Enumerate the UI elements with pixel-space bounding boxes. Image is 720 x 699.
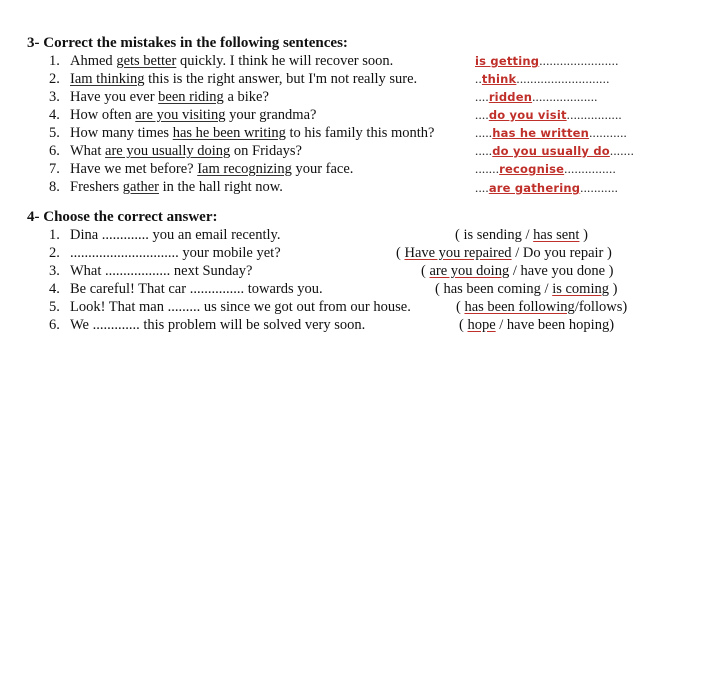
s3-correction-4 <box>475 106 622 124</box>
dotted-blank: ........... <box>589 125 628 140</box>
choice-text: / Do you repair ) <box>511 245 612 261</box>
item-number: 1. <box>49 53 60 69</box>
section4-heading: 4- Choose the correct answer: <box>27 209 218 225</box>
s3-sentence-8 <box>49 179 283 196</box>
s3-sentence-1 <box>49 53 393 70</box>
choice-text: ( is sending / <box>455 227 534 243</box>
item-number: 6. <box>49 317 60 333</box>
selected-answer: are you doing <box>429 263 510 279</box>
s4-sentence-3 <box>49 263 252 280</box>
correction-text: has he written <box>492 126 590 140</box>
choice-text: / have been hoping) <box>495 317 615 333</box>
sentence-text: on Fridays? <box>230 143 302 159</box>
sentence-text: Freshers <box>70 179 123 195</box>
dotted-blank: ............... <box>564 161 616 176</box>
sentence-text: in the hall right now. <box>159 179 283 195</box>
sentence-text: Look! That man ......... us since we got out from our house. <box>70 299 411 315</box>
sentence-text: to his family this month? <box>285 125 435 141</box>
s3-sentence-3 <box>49 89 269 106</box>
item-number: 5. <box>49 299 60 315</box>
underlined-mistake: gather <box>122 179 159 195</box>
s4-choices-3 <box>421 263 614 280</box>
dotted-blank: ..... <box>475 125 493 140</box>
s3-sentence-7 <box>49 161 353 178</box>
item-number: 6. <box>49 143 60 159</box>
selected-answer: is coming <box>552 281 609 297</box>
s4-choices-4 <box>435 281 617 298</box>
choice-text: ) <box>579 227 588 243</box>
sentence-text: .............................. your mobile yet? <box>70 245 281 261</box>
s4-sentence-5 <box>49 299 411 316</box>
item-number: 3. <box>49 263 60 279</box>
underlined-mistake: has he been writing <box>172 125 286 141</box>
s4-choices-2 <box>396 245 612 262</box>
sentence-text: this is the right answer, but I'm not really sure. <box>144 71 418 87</box>
choice-text: ( <box>459 317 468 333</box>
underlined-mistake: are you visiting <box>135 107 226 123</box>
s3-sentence-5 <box>49 125 434 142</box>
choice-text: /follows) <box>574 299 628 315</box>
dotted-blank: .... <box>475 89 489 104</box>
item-number: 4. <box>49 281 60 297</box>
underlined-mistake: been riding <box>158 89 224 105</box>
choice-text: ( <box>396 245 405 261</box>
choice-text: / have you done ) <box>509 263 614 279</box>
underlined-mistake: Iam thinking <box>70 71 145 87</box>
item-number: 1. <box>49 227 60 243</box>
s4-sentence-2 <box>49 245 281 262</box>
sentence-text: your face. <box>291 161 354 177</box>
s3-sentence-2 <box>49 71 417 88</box>
sentence-text: Have you ever <box>70 89 159 105</box>
choice-text: ) <box>608 281 618 297</box>
selected-answer: has been following <box>464 299 575 315</box>
item-number: 5. <box>49 125 60 141</box>
s4-sentence-6 <box>49 317 365 334</box>
section3-heading: 3- Correct the mistakes in the following sentences: <box>27 35 348 51</box>
item-number: 2. <box>49 245 60 261</box>
correction-text: is getting <box>475 54 540 68</box>
dotted-blank: ................ <box>566 107 622 122</box>
selected-answer: hope <box>467 317 496 333</box>
s3-correction-5 <box>475 124 627 142</box>
underlined-mistake: gets better <box>116 53 177 69</box>
s4-sentence-4 <box>49 281 323 298</box>
item-number: 7. <box>49 161 60 177</box>
s3-correction-7 <box>475 160 616 178</box>
dotted-blank: ..... <box>475 143 493 158</box>
dotted-blank: ................... <box>532 89 598 104</box>
s3-correction-8 <box>475 179 618 197</box>
choice-text: ( <box>421 263 430 279</box>
sentence-text: Be careful! That car ............... towards you. <box>70 281 323 297</box>
s3-sentence-6 <box>49 143 302 160</box>
sentence-text: We ............. this problem will be solved very soon. <box>70 317 366 333</box>
underlined-mistake: Iam recognizing <box>197 161 292 177</box>
s4-sentence-1 <box>49 227 280 244</box>
sentence-text: Have we met before? <box>70 161 198 177</box>
dotted-blank: ........... <box>580 180 619 195</box>
item-number: 8. <box>49 179 60 195</box>
sentence-text: How often <box>70 107 136 123</box>
sentence-text: quickly. I think he will recover soon. <box>176 53 394 69</box>
s3-correction-3 <box>475 88 598 106</box>
sentence-text: a bike? <box>223 89 269 105</box>
correction-text: ridden <box>488 90 533 104</box>
dotted-blank: ....... <box>475 161 500 176</box>
item-number: 4. <box>49 107 60 123</box>
correction-text: are gathering <box>488 181 581 195</box>
choice-text: ( has been coming / <box>435 281 553 297</box>
s4-choices-1 <box>455 227 588 244</box>
s4-choices-6 <box>459 317 614 334</box>
correction-text: think <box>481 72 517 86</box>
choice-text: ( <box>456 299 465 315</box>
dotted-blank: .... <box>475 180 489 195</box>
correction-text: do you usually do <box>492 144 610 158</box>
s3-correction-2 <box>475 70 610 88</box>
correction-text: recognise <box>499 162 565 176</box>
sentence-text: Ahmed <box>70 53 117 69</box>
s3-correction-1 <box>475 52 619 70</box>
s3-sentence-4 <box>49 107 316 124</box>
sentence-text: How many times <box>70 125 173 141</box>
sentence-text: What <box>70 143 106 159</box>
dotted-blank: ........................... <box>516 71 610 86</box>
dotted-blank: ....... <box>609 143 635 158</box>
sentence-text: your grandma? <box>225 107 317 123</box>
s3-correction-6 <box>475 142 634 160</box>
underlined-mistake: are you usually doing <box>105 143 231 159</box>
sentence-text: What .................. next Sunday? <box>70 263 253 279</box>
s4-choices-5 <box>456 299 627 316</box>
dotted-blank: .... <box>475 107 489 122</box>
item-number: 3. <box>49 89 60 105</box>
item-number: 2. <box>49 71 60 87</box>
dotted-blank: ....................... <box>539 53 619 68</box>
selected-answer: Have you repaired <box>404 245 512 261</box>
sentence-text: Dina ............. you an email recently. <box>70 227 281 243</box>
selected-answer: has sent <box>533 227 580 243</box>
correction-text: do you visit <box>488 108 567 122</box>
dotted-blank: .. <box>475 71 482 86</box>
